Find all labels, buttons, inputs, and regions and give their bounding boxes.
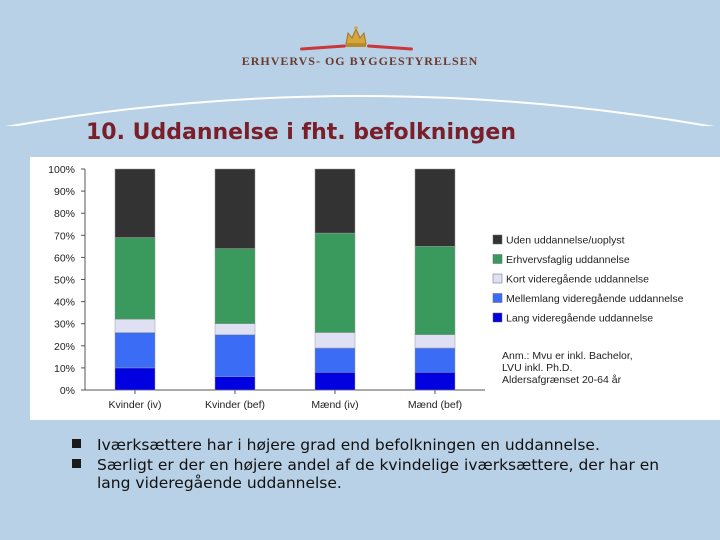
bar-segment	[415, 169, 455, 246]
y-tick-label: 60%	[53, 252, 75, 265]
bar-segment	[215, 249, 255, 324]
bar-segment	[415, 348, 455, 372]
bullet-item	[68, 456, 688, 492]
legend-label: Lang videregående uddannelse	[506, 312, 654, 325]
y-tick-label: 70%	[53, 230, 75, 243]
bar-segment	[315, 333, 355, 348]
bar-segment	[315, 372, 355, 390]
y-tick-label: 0%	[59, 385, 75, 397]
bar-segment	[215, 169, 255, 249]
y-tick-label: 90%	[53, 186, 75, 199]
legend-swatch	[493, 294, 502, 303]
legend-label: Mellemlang videregående uddannelse	[506, 293, 684, 305]
legend-label: Kort videregående uddannelse	[506, 273, 650, 286]
legend-swatch	[493, 255, 502, 264]
bar-segment	[415, 246, 455, 334]
legend-layer	[493, 235, 684, 325]
chart-note	[502, 350, 707, 386]
bars-layer	[115, 169, 455, 390]
x-tick-label: Kvinder (iv)	[108, 399, 162, 411]
chart-note-line-3: Aldersafgrænset 20-64 år	[502, 374, 622, 386]
bullet-item	[68, 436, 688, 454]
x-tick-label: Kvinder (bef)	[204, 399, 266, 411]
bar-segment	[115, 333, 155, 368]
legend-label: Erhvervsfaglig uddannelse	[506, 254, 630, 266]
square-bullet-icon	[72, 439, 81, 448]
bar-segment	[315, 169, 355, 233]
y-tick-label: 50%	[53, 274, 75, 287]
legend-label: Uden uddannelse/uoplyst	[506, 234, 625, 247]
bar-segment	[215, 324, 255, 335]
chart-note-line-1: Anm.: Mvu er inkl. Bachelor,	[502, 350, 633, 362]
bar-segment	[315, 348, 355, 372]
bar-segment	[115, 319, 155, 332]
bar-segment	[115, 238, 155, 320]
brand-swoosh-left	[300, 44, 346, 50]
bar-segment	[115, 368, 155, 390]
brand-swoosh-right	[367, 44, 413, 50]
slide-title: 10. Uddannelse i fht. befolkningen	[86, 120, 516, 145]
bar-segment	[315, 233, 355, 332]
bullet-list	[68, 436, 688, 494]
bar-segment	[415, 372, 455, 390]
chart-note-line-2: LVU inkl. Ph.D.	[502, 362, 573, 374]
x-tick-label: Mænd (iv)	[311, 399, 359, 411]
bar-segment	[215, 377, 255, 390]
legend-swatch	[493, 235, 502, 244]
bar-segment	[415, 335, 455, 348]
bullet-text: Særligt er der en højere andel af de kvindelige iværksættere, der har en lang videregående uddannelse.	[97, 456, 660, 492]
y-tick-label: 10%	[53, 362, 75, 375]
y-tick-label: 20%	[53, 340, 75, 353]
y-tick-label: 30%	[53, 318, 75, 331]
brand-name: ERHVERVS- OG BYGGESTYRELSEN	[241, 54, 479, 68]
y-tick-label: 100%	[48, 164, 75, 176]
x-tick-label: Mænd (bef)	[407, 399, 463, 411]
legend-swatch	[493, 274, 502, 283]
bar-segment	[115, 169, 155, 238]
legend-swatch	[493, 313, 502, 322]
crown-icon	[343, 24, 369, 50]
square-bullet-icon	[72, 459, 81, 468]
bar-segment	[215, 335, 255, 377]
y-tick-label: 40%	[53, 296, 75, 309]
bullet-text: Iværksættere har i højere grad end befolkningen en uddannelse.	[97, 436, 600, 454]
header	[0, 0, 720, 80]
y-tick-label: 80%	[53, 208, 75, 221]
